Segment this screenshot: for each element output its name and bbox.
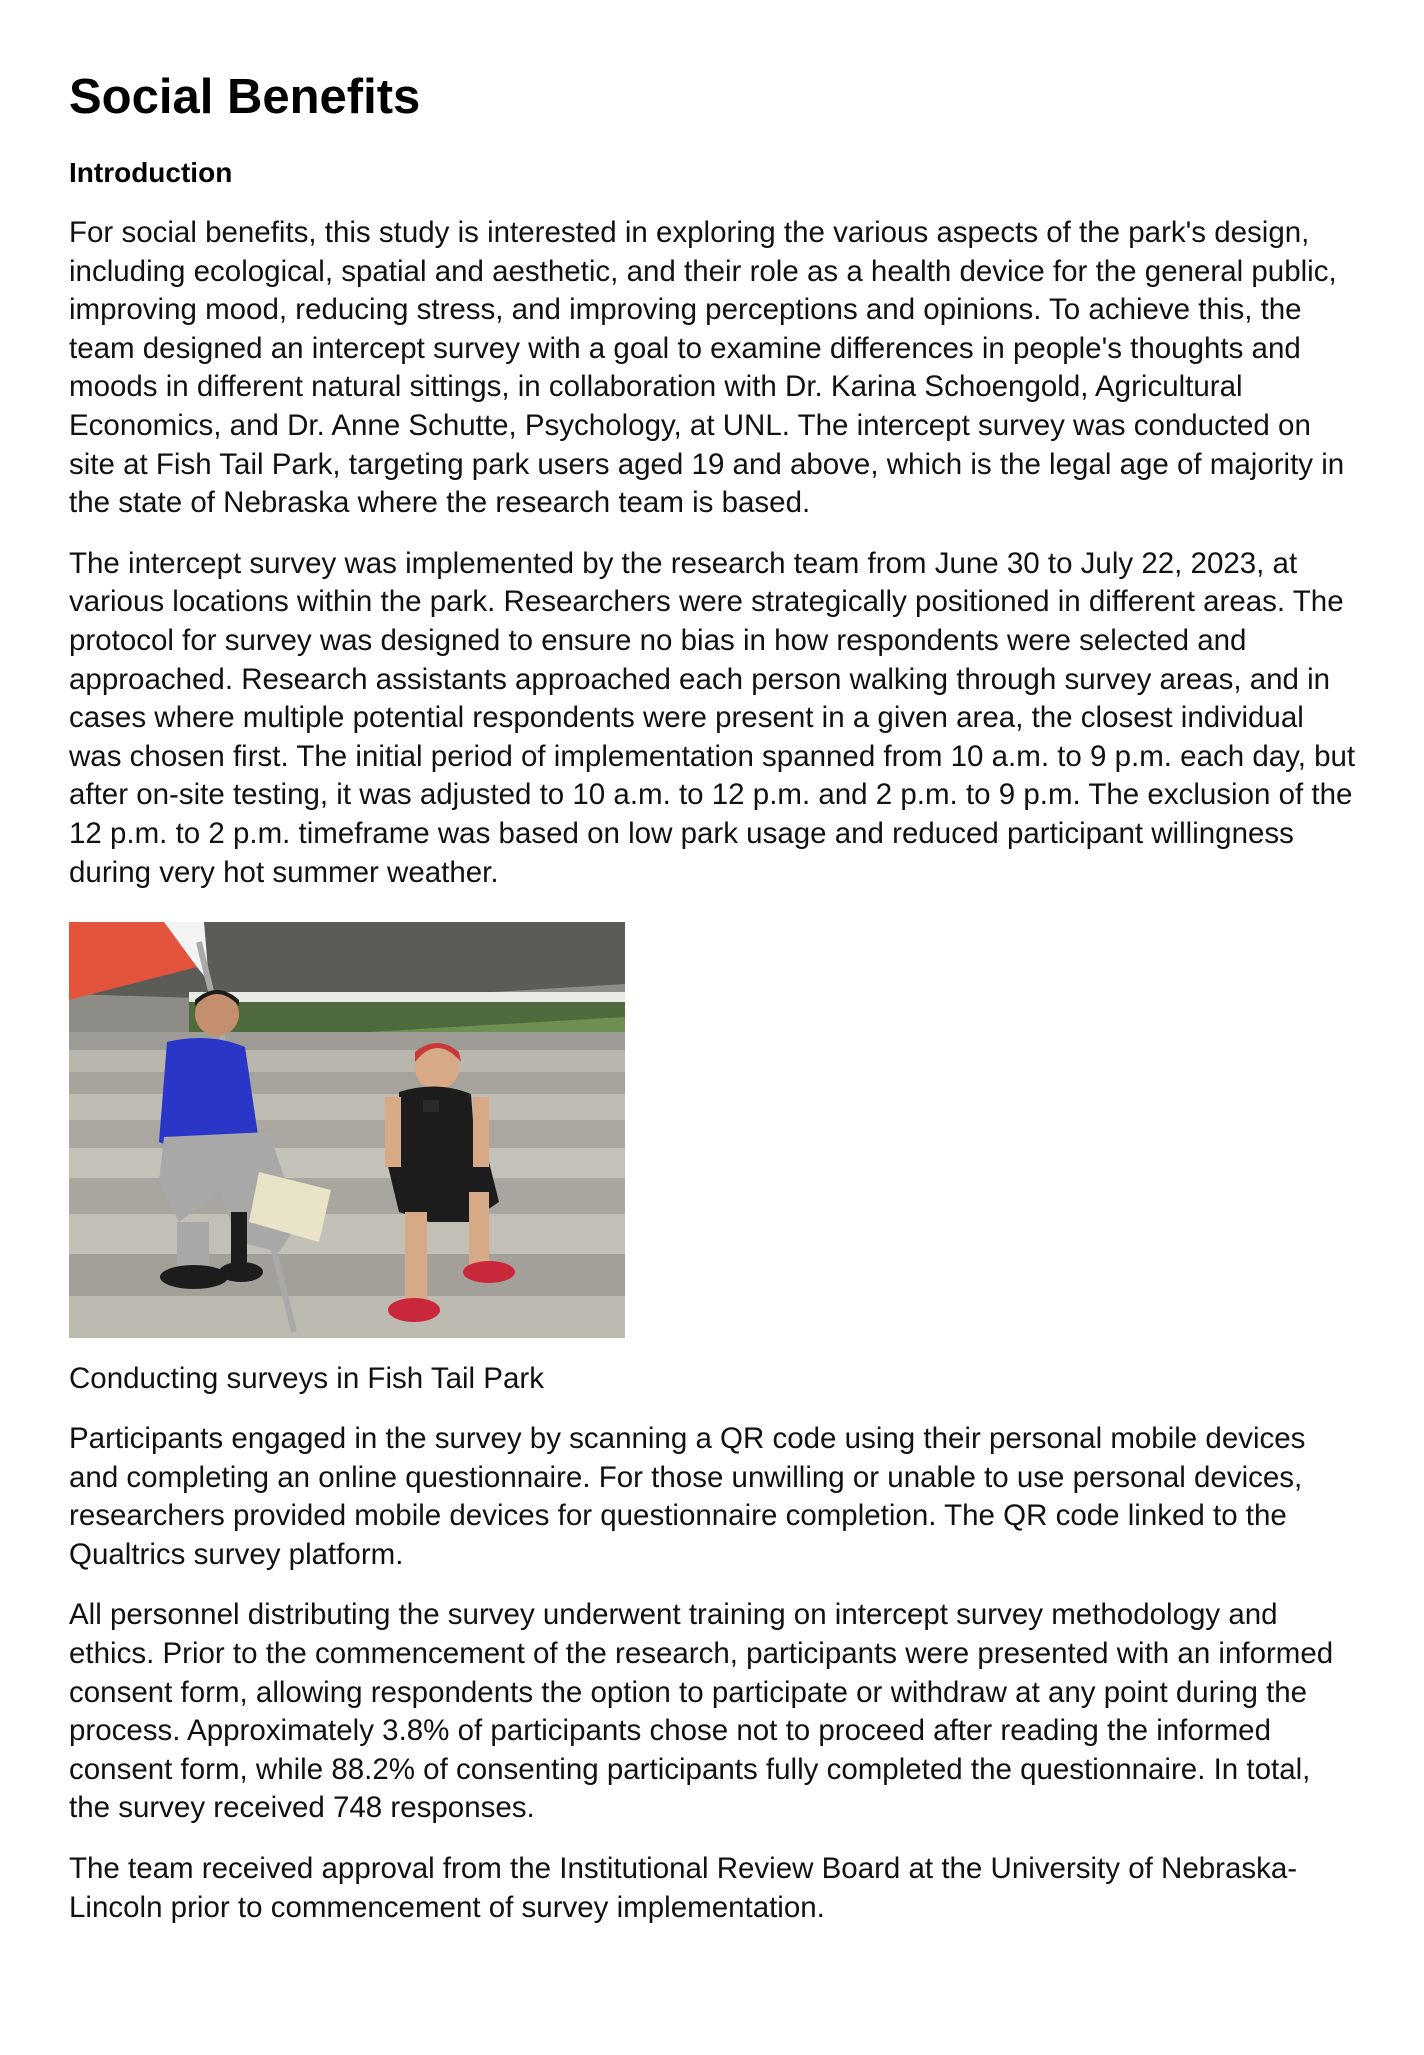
figure-caption: Conducting surveys in Fish Tail Park [69, 1362, 544, 1396]
paragraph-ethics: All personnel distributing the survey underwent training on intercept survey methodology and ethics. Prior to the commencement of the research, participants were presented with an informed consent form, allowing respondents the option to participate or withdraw at any point during the process. Approximately 3.8% of participants chose not to proceed after reading the informed consent form, while 88.2% of consenting participants fully completed the questionnaire. In total, the survey received 748 responses. [69, 1598, 1334, 1825]
paragraph-implementation: The intercept survey was implemented by the research team from June 30 to July 22, 2023, at various locations within the park. Researchers were strategically positioned in different areas. The protocol for survey was designed to ensure no bias in how respondents were selected and approached. Research assistants approached each person walking through survey areas, and in cases where multiple potential respondents were present in a given area, the closest individual was chosen first. The initial period of implementation spanned from 10 a.m. to 9 p.m. each day, but after on-site testing, it was adjusted to 10 a.m. to 12 p.m. and 2 p.m. to 9 p.m. The exclusion of the 12 p.m. to 2 p.m. timeframe was based on low park usage and reduced participant willingness during very hot summer weather. [69, 546, 1356, 889]
document-page [69, 62, 1359, 1927]
section-heading: Introduction [69, 157, 233, 188]
page-title: Social Benefits [69, 70, 421, 124]
survey-photo [69, 922, 625, 1338]
survey-photo-illustration [69, 922, 625, 1338]
paragraph-approval: The team received approval from the Institutional Review Board at the University of Nebraska-Lincoln prior to commencement of survey implementation. [69, 1852, 1298, 1924]
paragraph-participation: Participants engaged in the survey by scanning a QR code using their personal mobile devices and completing an online questionnaire. For those unwilling or unable to use personal devices, researchers provided mobile devices for questionnaire completion. The QR code linked to the Qualtrics survey platform. [69, 1422, 1306, 1571]
paragraph-intro: For social benefits, this study is interested in exploring the various aspects of the park's design, including ecological, spatial and aesthetic, and their role as a health device for the general public, improving mood, reducing stress, and improving perceptions and opinions. To achieve this, the team designed an intercept survey with a goal to examine differences in people's thoughts and moods in different natural sittings, in collaboration with Dr. Karina Schoengold, Agricultural Economics, and Dr. Anne Schutte, Psychology, at UNL. The intercept survey was conducted on site at Fish Tail Park, targeting park users aged 19 and above, which is the legal age of majority in the state of Nebraska where the research team is based. [69, 216, 1345, 520]
